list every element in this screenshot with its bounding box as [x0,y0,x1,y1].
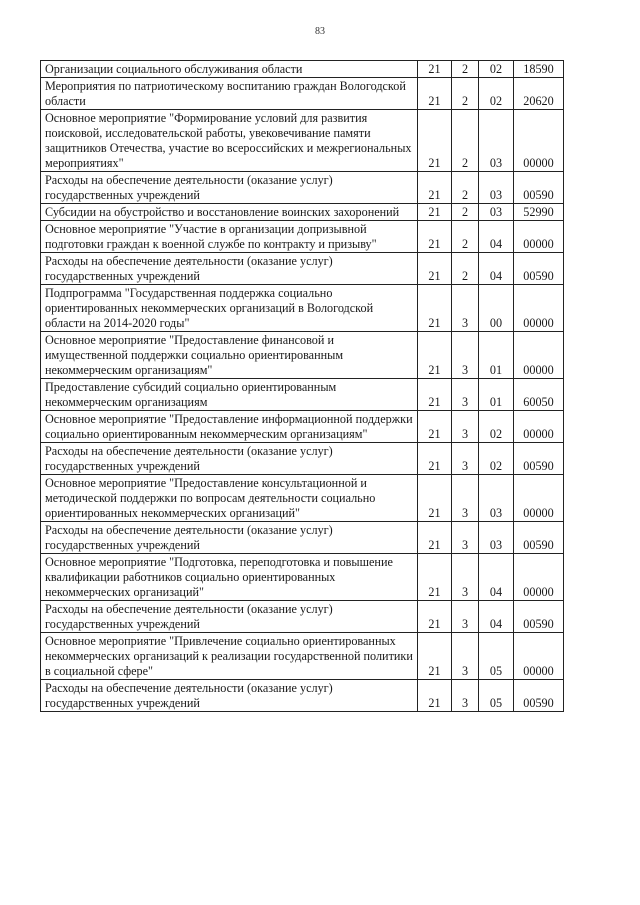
row-name-cell: Основное мероприятие "Подготовка, переподготовка и повышение квалификации работников социально ориентированных некоммерческих организаций" [41,554,418,601]
table-row [41,379,564,411]
table-row [41,285,564,332]
row-name-cell: Расходы на обеспечение деятельности (оказание услуг) государственных учреждений [41,253,418,285]
row-code-cell: 21 [418,601,452,633]
row-code-cell: 04 [479,554,514,601]
row-code-cell: 21 [418,411,452,443]
row-code-cell: 03 [479,172,514,204]
row-code-cell: 3 [452,475,479,522]
table-row [41,110,564,172]
row-name-cell: Основное мероприятие "Участие в организации допризывной подготовки граждан к военной службе по контракту и призыву" [41,221,418,253]
table-row [41,253,564,285]
row-code-cell: 02 [479,443,514,475]
row-code-cell: 00 [479,285,514,332]
page-number: 83 [315,26,325,37]
row-code-cell: 02 [479,61,514,78]
row-code-cell: 21 [418,204,452,221]
row-name-cell: Основное мероприятие "Предоставление консультационной и методической поддержки по вопросам деятельности социально ориентированных некоммерческих организаций" [41,475,418,522]
row-code-cell: 00590 [514,172,564,204]
row-code-cell: 2 [452,78,479,110]
row-code-cell: 03 [479,204,514,221]
row-code-cell: 00000 [514,411,564,443]
row-code-cell: 21 [418,443,452,475]
row-code-cell: 00000 [514,633,564,680]
row-code-cell: 21 [418,78,452,110]
table-row [41,221,564,253]
table-row [41,61,564,78]
table-row [41,411,564,443]
row-name-cell: Предоставление субсидий социально ориентированным некоммерческим организациям [41,379,418,411]
row-code-cell: 3 [452,285,479,332]
table-body [41,61,564,712]
row-code-cell: 21 [418,554,452,601]
row-code-cell: 2 [452,110,479,172]
row-code-cell: 01 [479,379,514,411]
row-name-cell: Основное мероприятие "Предоставление информационной поддержки социально ориентированным некоммерческим организациям" [41,411,418,443]
row-code-cell: 20620 [514,78,564,110]
row-code-cell: 2 [452,253,479,285]
table-row [41,172,564,204]
row-code-cell: 3 [452,633,479,680]
row-name-cell: Расходы на обеспечение деятельности (оказание услуг) государственных учреждений [41,680,418,712]
row-code-cell: 04 [479,253,514,285]
row-code-cell: 21 [418,680,452,712]
row-name-cell: Субсидии на обустройство и восстановление воинских захоронений [41,204,418,221]
row-name-cell: Подпрограмма "Государственная поддержка социально ориентированных некоммерческих организаций в Вологодской области на 2014-2020 годы" [41,285,418,332]
row-name-cell: Расходы на обеспечение деятельности (оказание услуг) государственных учреждений [41,601,418,633]
row-code-cell: 2 [452,204,479,221]
row-code-cell: 52990 [514,204,564,221]
row-code-cell: 03 [479,110,514,172]
table-row [41,475,564,522]
row-code-cell: 2 [452,172,479,204]
row-code-cell: 00000 [514,332,564,379]
row-name-cell: Мероприятия по патриотическому воспитанию граждан Вологодской области [41,78,418,110]
row-code-cell: 00590 [514,601,564,633]
row-code-cell: 02 [479,78,514,110]
row-code-cell: 3 [452,522,479,554]
row-name-cell: Основное мероприятие "Привлечение социально ориентированных некоммерческих организаций к реализации государственной политики в социальной сфере" [41,633,418,680]
row-code-cell: 60050 [514,379,564,411]
row-code-cell: 21 [418,522,452,554]
row-code-cell: 3 [452,601,479,633]
row-code-cell: 21 [418,475,452,522]
row-code-cell: 21 [418,172,452,204]
row-code-cell: 00000 [514,221,564,253]
row-code-cell: 02 [479,411,514,443]
row-code-cell: 00000 [514,554,564,601]
row-code-cell: 3 [452,554,479,601]
row-name-cell: Основное мероприятие "Формирование условий для развития поисковой, исследовательской работы, увековечивание памяти защитников Отечества, участие во всероссийских и межрегиональных мероприятиях" [41,110,418,172]
table-row [41,204,564,221]
row-name-cell: Расходы на обеспечение деятельности (оказание услуг) государственных учреждений [41,443,418,475]
row-code-cell: 21 [418,253,452,285]
row-code-cell: 03 [479,522,514,554]
row-code-cell: 3 [452,443,479,475]
row-code-cell: 04 [479,221,514,253]
table-row [41,680,564,712]
row-code-cell: 00590 [514,680,564,712]
row-code-cell: 21 [418,221,452,253]
row-code-cell: 21 [418,110,452,172]
row-code-cell: 00000 [514,285,564,332]
table-row [41,522,564,554]
row-code-cell: 00590 [514,522,564,554]
row-code-cell: 18590 [514,61,564,78]
row-code-cell: 2 [452,221,479,253]
row-code-cell: 21 [418,285,452,332]
table-row [41,443,564,475]
table-row [41,633,564,680]
row-code-cell: 04 [479,601,514,633]
row-code-cell: 05 [479,680,514,712]
row-name-cell: Расходы на обеспечение деятельности (оказание услуг) государственных учреждений [41,522,418,554]
row-code-cell: 00590 [514,253,564,285]
row-name-cell: Основное мероприятие "Предоставление финансовой и имущественной поддержки социально ориентированным некоммерческим организациям" [41,332,418,379]
row-code-cell: 21 [418,61,452,78]
table-row [41,78,564,110]
row-code-cell: 00590 [514,443,564,475]
row-code-cell: 21 [418,379,452,411]
row-code-cell: 00000 [514,110,564,172]
row-code-cell: 3 [452,411,479,443]
row-code-cell: 3 [452,379,479,411]
row-code-cell: 2 [452,61,479,78]
row-code-cell: 00000 [514,475,564,522]
table-row [41,601,564,633]
row-code-cell: 01 [479,332,514,379]
row-code-cell: 21 [418,633,452,680]
row-code-cell: 3 [452,680,479,712]
row-code-cell: 05 [479,633,514,680]
row-code-cell: 21 [418,332,452,379]
row-name-cell: Расходы на обеспечение деятельности (оказание услуг) государственных учреждений [41,172,418,204]
budget-classification-table [40,60,564,712]
row-name-cell: Организации социального обслуживания области [41,61,418,78]
table-row [41,554,564,601]
table-row [41,332,564,379]
row-code-cell: 3 [452,332,479,379]
row-code-cell: 03 [479,475,514,522]
